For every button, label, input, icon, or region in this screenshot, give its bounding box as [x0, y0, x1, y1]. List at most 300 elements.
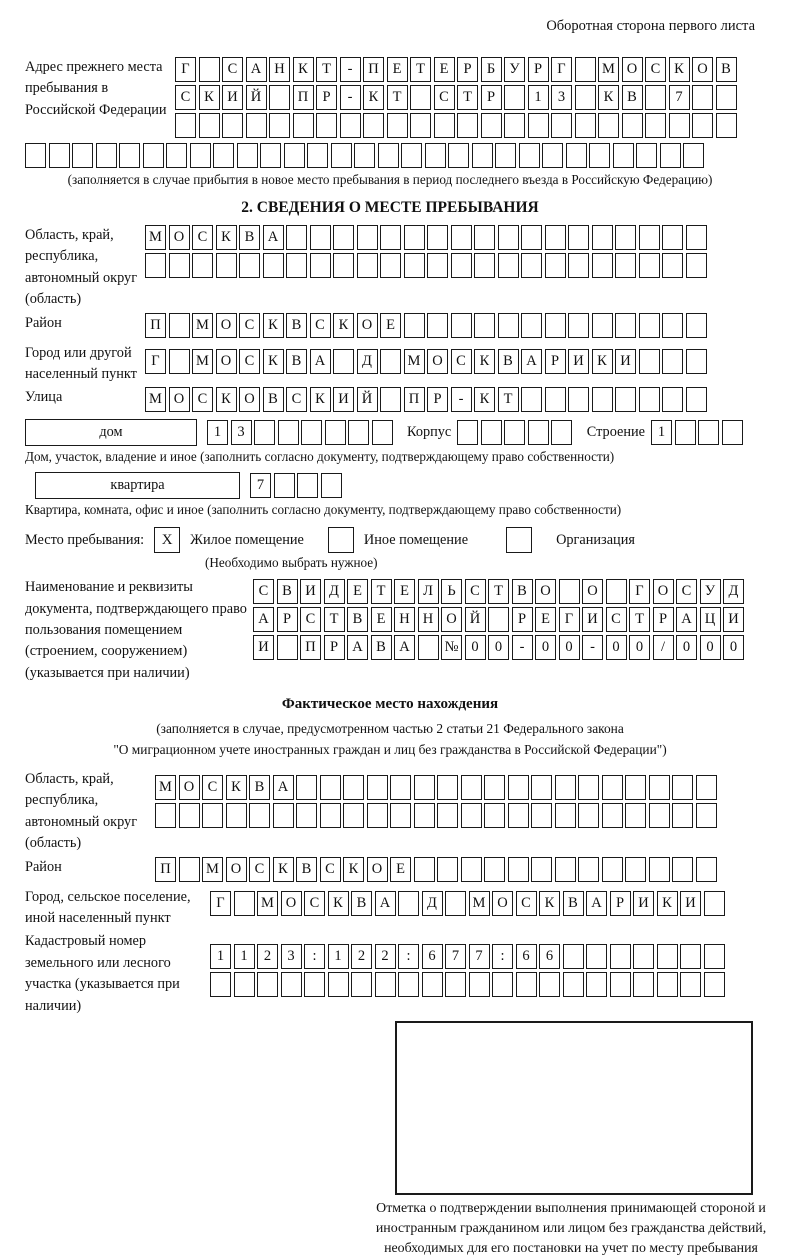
- form-cell: С: [253, 579, 274, 604]
- form-cell: [237, 143, 258, 168]
- actual-region-field: [25, 769, 755, 855]
- form-cell: [484, 775, 505, 800]
- form-cell: 0: [629, 635, 650, 660]
- form-cell: 1: [210, 944, 231, 969]
- form-cell: [372, 420, 393, 445]
- form-cell: [504, 113, 525, 138]
- form-cell: О: [427, 349, 448, 374]
- form-cell: [592, 387, 613, 412]
- form-cell: [474, 253, 495, 278]
- form-cell: К: [333, 313, 354, 338]
- form-cell: Р: [653, 607, 674, 632]
- form-cell: [357, 225, 378, 250]
- actual-city-label: Город, сельское поселение, иной населенный пункт: [25, 888, 191, 926]
- form-cell: [568, 253, 589, 278]
- form-cell: [696, 775, 717, 800]
- form-cell: В: [296, 857, 317, 882]
- form-cell: [521, 253, 542, 278]
- form-cell: [199, 57, 220, 82]
- cadastre-label: Кадастровый номер земельного или лесного участка (указывается при наличии): [25, 933, 180, 1014]
- form-cell: Г: [175, 57, 196, 82]
- form-cell: [498, 253, 519, 278]
- form-cell: [304, 972, 325, 997]
- form-cell: [625, 775, 646, 800]
- form-cell: [484, 857, 505, 882]
- form-cell: [414, 775, 435, 800]
- form-cell: [704, 972, 725, 997]
- form-cell: [578, 775, 599, 800]
- form-cell: К: [657, 891, 678, 916]
- form-cell: Е: [387, 57, 408, 82]
- form-cell: [545, 225, 566, 250]
- form-cell: О: [367, 857, 388, 882]
- city-row: [145, 349, 755, 374]
- form-cell: И: [723, 607, 744, 632]
- stroenie-cells: [651, 420, 745, 445]
- form-cell: П: [363, 57, 384, 82]
- form-cell: М: [192, 313, 213, 338]
- form-cell: [192, 253, 213, 278]
- form-cell: А: [586, 891, 607, 916]
- form-cell: О: [357, 313, 378, 338]
- form-cell: [340, 113, 361, 138]
- form-cell: Т: [410, 57, 431, 82]
- form-cell: [414, 803, 435, 828]
- actual-region-row-2: [155, 803, 755, 828]
- form-cell: Е: [434, 57, 455, 82]
- form-cell: [254, 420, 275, 445]
- form-cell: [657, 944, 678, 969]
- district-row: [145, 313, 755, 338]
- form-cell: [495, 143, 516, 168]
- form-cell: [555, 775, 576, 800]
- form-cell: [662, 349, 683, 374]
- form-cell: [704, 891, 725, 916]
- form-cell: [639, 387, 660, 412]
- form-cell: [96, 143, 117, 168]
- form-cell: А: [394, 635, 415, 660]
- form-cell: [589, 143, 610, 168]
- form-cell: [602, 775, 623, 800]
- form-cell: [472, 143, 493, 168]
- form-cell: [683, 143, 704, 168]
- city-label: Город или другой населенный пункт: [25, 344, 137, 382]
- form-cell: [145, 253, 166, 278]
- prev-address-row-2: [175, 85, 755, 110]
- form-cell: [551, 113, 572, 138]
- form-cell: В: [622, 85, 643, 110]
- form-cell: С: [645, 57, 666, 82]
- form-cell: С: [516, 891, 537, 916]
- form-cell: [427, 253, 448, 278]
- actual-location-note-line1: (заполняется в случае, предусмотренном частью 2 статьи 21 Федерального закона: [156, 721, 624, 737]
- form-cell: [474, 225, 495, 250]
- document-row-1: [253, 579, 755, 604]
- form-cell: Р: [324, 635, 345, 660]
- form-cell: С: [192, 387, 213, 412]
- actual-district-label: Район: [25, 858, 62, 875]
- form-cell: М: [257, 891, 278, 916]
- street-label: Улица: [25, 389, 63, 406]
- form-cell: В: [351, 891, 372, 916]
- actual-region-row-1: [155, 775, 755, 800]
- form-cell: [555, 857, 576, 882]
- form-cell: [321, 473, 342, 498]
- form-cell: К: [273, 857, 294, 882]
- form-cell: [602, 803, 623, 828]
- form-cell: [578, 803, 599, 828]
- form-cell: К: [216, 387, 237, 412]
- form-cell: М: [155, 775, 176, 800]
- actual-location-title: Фактическое место нахождения: [281, 696, 499, 713]
- form-cell: [448, 143, 469, 168]
- apartment-box-label: квартира: [35, 472, 240, 499]
- form-cell: Е: [347, 579, 368, 604]
- form-cell: К: [539, 891, 560, 916]
- form-cell: А: [263, 225, 284, 250]
- form-cell: [390, 803, 411, 828]
- prev-address-note: (заполняется в случае прибытия в новое место пребывания в период последнего въезда в Российскую Федерацию): [67, 172, 713, 187]
- form-cell: С: [320, 857, 341, 882]
- form-cell: 2: [351, 944, 372, 969]
- actual-location-note: [25, 719, 755, 761]
- form-cell: [662, 387, 683, 412]
- form-cell: [586, 972, 607, 997]
- form-cell: И: [568, 349, 589, 374]
- form-cell: И: [333, 387, 354, 412]
- confirmation-stamp-box: [395, 1021, 753, 1195]
- form-cell: [516, 972, 537, 997]
- form-cell: [367, 803, 388, 828]
- form-cell: [672, 775, 693, 800]
- form-cell: [602, 857, 623, 882]
- form-cell: [296, 775, 317, 800]
- form-cell: М: [192, 349, 213, 374]
- actual-region-label: Область, край, республика, автономный округ (область): [25, 770, 138, 852]
- form-cell: 2: [375, 944, 396, 969]
- form-cell: [531, 775, 552, 800]
- street-field: [25, 387, 755, 415]
- form-cell: О: [441, 607, 462, 632]
- cadastre-field: [25, 931, 755, 1017]
- form-cell: С: [239, 349, 260, 374]
- form-cell: [698, 420, 719, 445]
- form-cell: В: [239, 225, 260, 250]
- form-cell: [320, 775, 341, 800]
- form-cell: [645, 113, 666, 138]
- form-cell: 6: [422, 944, 443, 969]
- form-cell: С: [434, 85, 455, 110]
- form-cell: [234, 972, 255, 997]
- form-cell: [390, 775, 411, 800]
- form-cell: А: [375, 891, 396, 916]
- form-cell: [387, 113, 408, 138]
- form-cell: [274, 473, 295, 498]
- form-cell: [686, 253, 707, 278]
- form-cell: О: [692, 57, 713, 82]
- form-cell: Т: [324, 607, 345, 632]
- form-cell: :: [398, 944, 419, 969]
- form-cell: В: [286, 349, 307, 374]
- form-cell: [615, 253, 636, 278]
- form-cell: 3: [281, 944, 302, 969]
- form-cell: [380, 253, 401, 278]
- form-cell: 7: [250, 473, 271, 498]
- form-cell: [508, 775, 529, 800]
- form-cell: [696, 803, 717, 828]
- form-cell: -: [512, 635, 533, 660]
- form-cell: [657, 972, 678, 997]
- street-row: [145, 387, 755, 412]
- form-cell: [437, 803, 458, 828]
- form-cell: О: [239, 387, 260, 412]
- form-cell: Г: [551, 57, 572, 82]
- form-cell: Д: [324, 579, 345, 604]
- form-cell: [469, 972, 490, 997]
- form-cell: [222, 113, 243, 138]
- actual-district-field: [25, 857, 755, 885]
- form-cell: [610, 972, 631, 997]
- form-cell: [190, 143, 211, 168]
- form-cell: [398, 891, 419, 916]
- form-cell: 0: [723, 635, 744, 660]
- form-cell: [246, 113, 267, 138]
- form-cell: [508, 857, 529, 882]
- stroenie-label: Строение: [586, 424, 646, 441]
- form-cell: [297, 473, 318, 498]
- form-cell: [639, 349, 660, 374]
- form-cell: [615, 225, 636, 250]
- form-cell: [367, 775, 388, 800]
- form-cell: [333, 225, 354, 250]
- form-cell: [645, 85, 666, 110]
- form-cell: [686, 225, 707, 250]
- form-cell: Г: [145, 349, 166, 374]
- form-cell: [672, 803, 693, 828]
- form-cell: Г: [559, 607, 580, 632]
- form-cell: 1: [651, 420, 672, 445]
- form-cell: [166, 143, 187, 168]
- form-cell: О: [281, 891, 302, 916]
- form-cell: [680, 972, 701, 997]
- korpus-cells: [457, 420, 575, 445]
- form-cell: [542, 143, 563, 168]
- form-cell: [425, 143, 446, 168]
- form-cell: С: [175, 85, 196, 110]
- form-cell: [293, 113, 314, 138]
- form-cell: :: [304, 944, 325, 969]
- form-cell: [686, 387, 707, 412]
- form-cell: [434, 113, 455, 138]
- house-note: Дом, участок, владение и иное (заполнить согласно документу, подтверждающему право собственности): [25, 449, 615, 465]
- form-cell: /: [653, 635, 674, 660]
- form-cell: [481, 113, 502, 138]
- form-cell: 1: [207, 420, 228, 445]
- form-cell: В: [277, 579, 298, 604]
- region-label: Область, край, республика, автономный округ (область): [25, 226, 138, 308]
- form-cell: [575, 57, 596, 82]
- form-cell: [437, 857, 458, 882]
- form-cell: [504, 420, 525, 445]
- form-cell: [639, 313, 660, 338]
- form-cell: 1: [234, 944, 255, 969]
- form-cell: [498, 313, 519, 338]
- form-cell: [508, 803, 529, 828]
- form-cell: [325, 420, 346, 445]
- form-cell: [492, 972, 513, 997]
- form-cell: С: [202, 775, 223, 800]
- form-cell: А: [347, 635, 368, 660]
- form-cell: [281, 972, 302, 997]
- form-cell: Л: [418, 579, 439, 604]
- form-cell: [457, 113, 478, 138]
- form-cell: [610, 944, 631, 969]
- form-cell: [316, 113, 337, 138]
- form-cell: Т: [387, 85, 408, 110]
- form-cell: [692, 85, 713, 110]
- form-cell: М: [598, 57, 619, 82]
- form-cell: И: [253, 635, 274, 660]
- form-cell: А: [521, 349, 542, 374]
- form-cell: 7: [445, 944, 466, 969]
- form-cell: 1: [528, 85, 549, 110]
- form-cell: К: [328, 891, 349, 916]
- form-cell: [568, 387, 589, 412]
- form-cell: Р: [545, 349, 566, 374]
- form-cell: М: [469, 891, 490, 916]
- form-cell: [521, 313, 542, 338]
- form-cell: Н: [394, 607, 415, 632]
- form-cell: Й: [246, 85, 267, 110]
- house-box-label: дом: [25, 419, 197, 446]
- form-cell: [320, 803, 341, 828]
- form-cell: [422, 972, 443, 997]
- form-cell: [686, 313, 707, 338]
- form-cell: С: [239, 313, 260, 338]
- form-cell: [451, 313, 472, 338]
- form-cell: [169, 313, 190, 338]
- form-cell: [348, 420, 369, 445]
- form-cell: [343, 803, 364, 828]
- document-label: Наименование и реквизиты документа, подтверждающего право пользования помещением (строением, сооружением) (указывается при наличии): [25, 579, 247, 681]
- form-cell: А: [310, 349, 331, 374]
- form-cell: К: [226, 775, 247, 800]
- form-cell: [213, 143, 234, 168]
- form-cell: К: [363, 85, 384, 110]
- form-cell: [278, 420, 299, 445]
- form-cell: С: [222, 57, 243, 82]
- form-cell: С: [310, 313, 331, 338]
- form-cell: [484, 803, 505, 828]
- form-cell: Г: [629, 579, 650, 604]
- form-cell: С: [249, 857, 270, 882]
- region-row-1: [145, 225, 755, 250]
- form-cell: Б: [481, 57, 502, 82]
- form-cell: [333, 253, 354, 278]
- form-cell: [260, 143, 281, 168]
- form-cell: [284, 143, 305, 168]
- form-cell: 0: [606, 635, 627, 660]
- form-cell: [545, 387, 566, 412]
- form-cell: [555, 803, 576, 828]
- form-cell: Г: [210, 891, 231, 916]
- stay-type-label: Место пребывания:: [25, 531, 145, 548]
- form-cell: [310, 253, 331, 278]
- form-cell: [615, 387, 636, 412]
- form-cell: [636, 143, 657, 168]
- form-cell: [437, 775, 458, 800]
- form-cell: [481, 420, 502, 445]
- prev-address-field: [25, 57, 755, 141]
- form-cell: Р: [277, 607, 298, 632]
- form-cell: [269, 113, 290, 138]
- form-cell: О: [492, 891, 513, 916]
- form-cell: [521, 225, 542, 250]
- form-cell: [351, 972, 372, 997]
- form-cell: [649, 775, 670, 800]
- prev-address-row-3: [175, 113, 755, 138]
- form-cell: Р: [512, 607, 533, 632]
- form-cell: К: [669, 57, 690, 82]
- form-cell: [310, 225, 331, 250]
- form-cell: 0: [676, 635, 697, 660]
- form-cell: [410, 85, 431, 110]
- form-cell: [378, 143, 399, 168]
- form-cell: [331, 143, 352, 168]
- form-cell: [49, 143, 70, 168]
- form-cell: О: [169, 387, 190, 412]
- form-cell: М: [145, 387, 166, 412]
- form-cell: Р: [427, 387, 448, 412]
- form-cell: О: [216, 313, 237, 338]
- form-cell: [686, 349, 707, 374]
- form-cell: [474, 313, 495, 338]
- form-cell: К: [263, 349, 284, 374]
- form-cell: 6: [539, 944, 560, 969]
- form-cell: Т: [629, 607, 650, 632]
- form-cell: :: [492, 944, 513, 969]
- form-cell: [498, 225, 519, 250]
- form-cell: О: [582, 579, 603, 604]
- form-cell: Д: [357, 349, 378, 374]
- form-cell: В: [249, 775, 270, 800]
- form-cell: [169, 253, 190, 278]
- form-cell: [545, 253, 566, 278]
- form-cell: [531, 803, 552, 828]
- option-organization-label: Организация: [556, 531, 635, 548]
- form-cell: [427, 225, 448, 250]
- form-cell: [545, 313, 566, 338]
- form-cell: [169, 349, 190, 374]
- form-cell: К: [474, 349, 495, 374]
- form-cell: П: [300, 635, 321, 660]
- cadastre-row-2: [210, 972, 755, 997]
- form-cell: [592, 225, 613, 250]
- form-cell: [210, 972, 231, 997]
- form-cell: [625, 803, 646, 828]
- form-cell: Т: [498, 387, 519, 412]
- form-cell: М: [202, 857, 223, 882]
- form-cell: В: [716, 57, 737, 82]
- form-cell: С: [304, 891, 325, 916]
- stamp-caption: Отметка о подтверждении выполнения принимающей стороной и иностранным гражданином или лицом без гражданства действий, необходимых для его постановки на учет по месту пребывания: [375, 1201, 767, 1257]
- form-cell: С: [286, 387, 307, 412]
- form-cell: [451, 253, 472, 278]
- form-cell: [633, 972, 654, 997]
- form-cell: Р: [481, 85, 502, 110]
- form-cell: Р: [457, 57, 478, 82]
- form-cell: [404, 313, 425, 338]
